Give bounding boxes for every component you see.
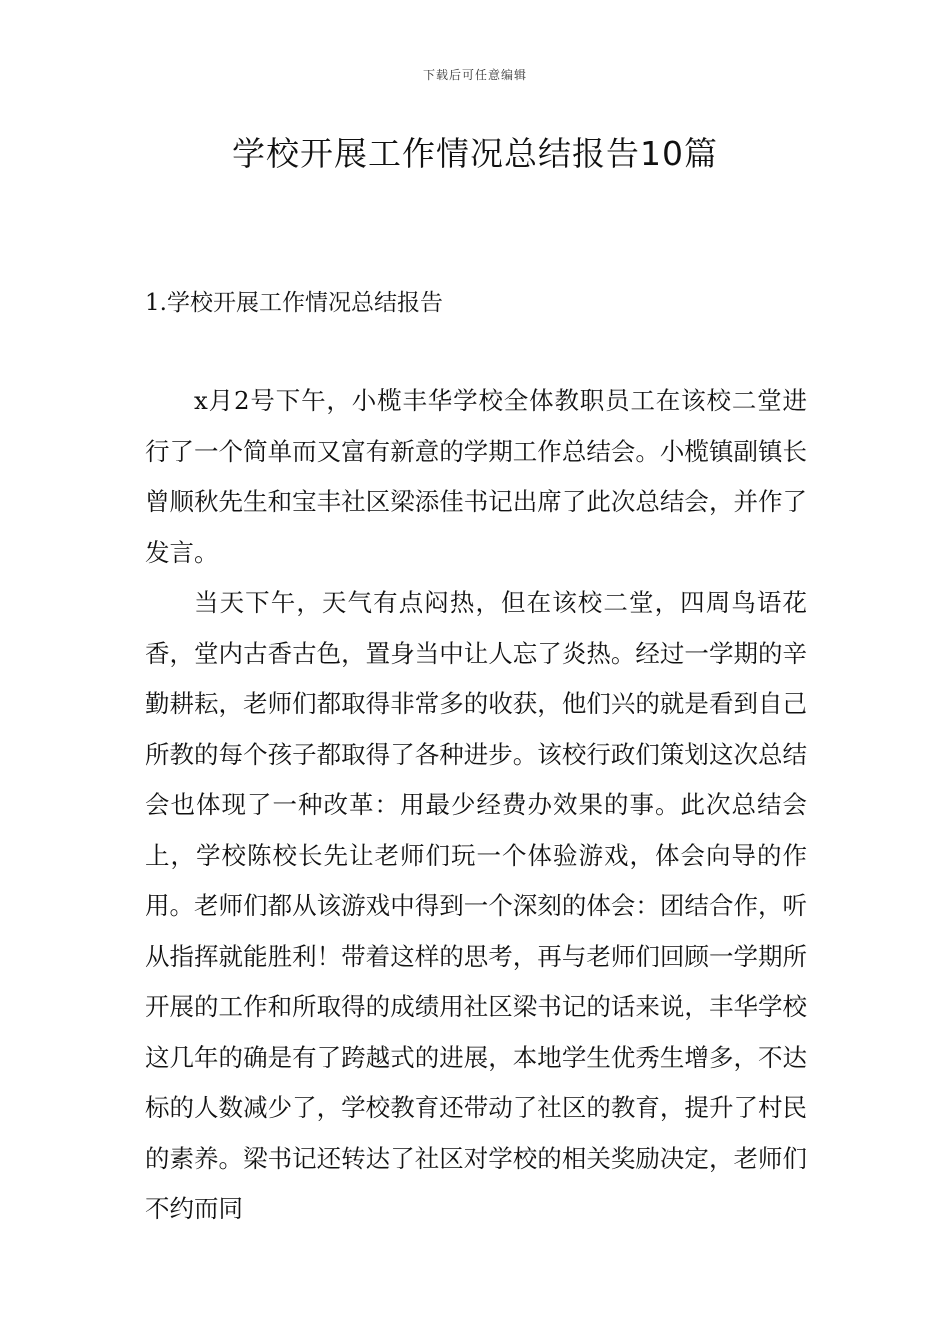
header-note: 下载后可任意编辑 [422,68,527,82]
paragraph: 当天下午，天气有点闷热，但在该校二堂，四周鸟语花香，堂内古香古色，置身当中让人忘了炎热。经过一学期的辛勤耕耘，老师们都取得非常多的收获，他们兴的就是看到自己所教的每个孩子都取得了各种进步。该校行政们策划这次总结会也体现了一种改革：用最少经费办效果的事。此次总结会上，学校陈校长先让老师们玩一个体验游戏，体会向导的作用。老师们都从该游戏中得到一个深刻的体会：团结合作，听从指挥就能胜利！带着这样的思考，再与老师们回顾一学期所开展的工作和所取得的成绩用社区梁书记的话来说，丰华学校这几年的确是有了跨越式的进展，本地学生优秀生增多，不达标的人数减少了，学校教育还带动了社区的教育，提升了村民的素养。梁书记还转达了社区对学校的相关奖励决定，老师们不约而同 [145,588,807,1223]
paragraph: x月2号下午，小榄丰华学校全体教职员工在该校二堂进行了一个简单而又富有新意的学期工作总结会。小榄镇副镇长曾顺秋先生和宝丰社区梁添佳书记出席了此次总结会，并作了发言。 [145,386,807,567]
body-text [145,376,807,1235]
document-title: 学校开展工作情况总结报告10篇 [232,134,718,173]
section-heading: 1.学校开展工作情况总结报告 [145,290,443,316]
